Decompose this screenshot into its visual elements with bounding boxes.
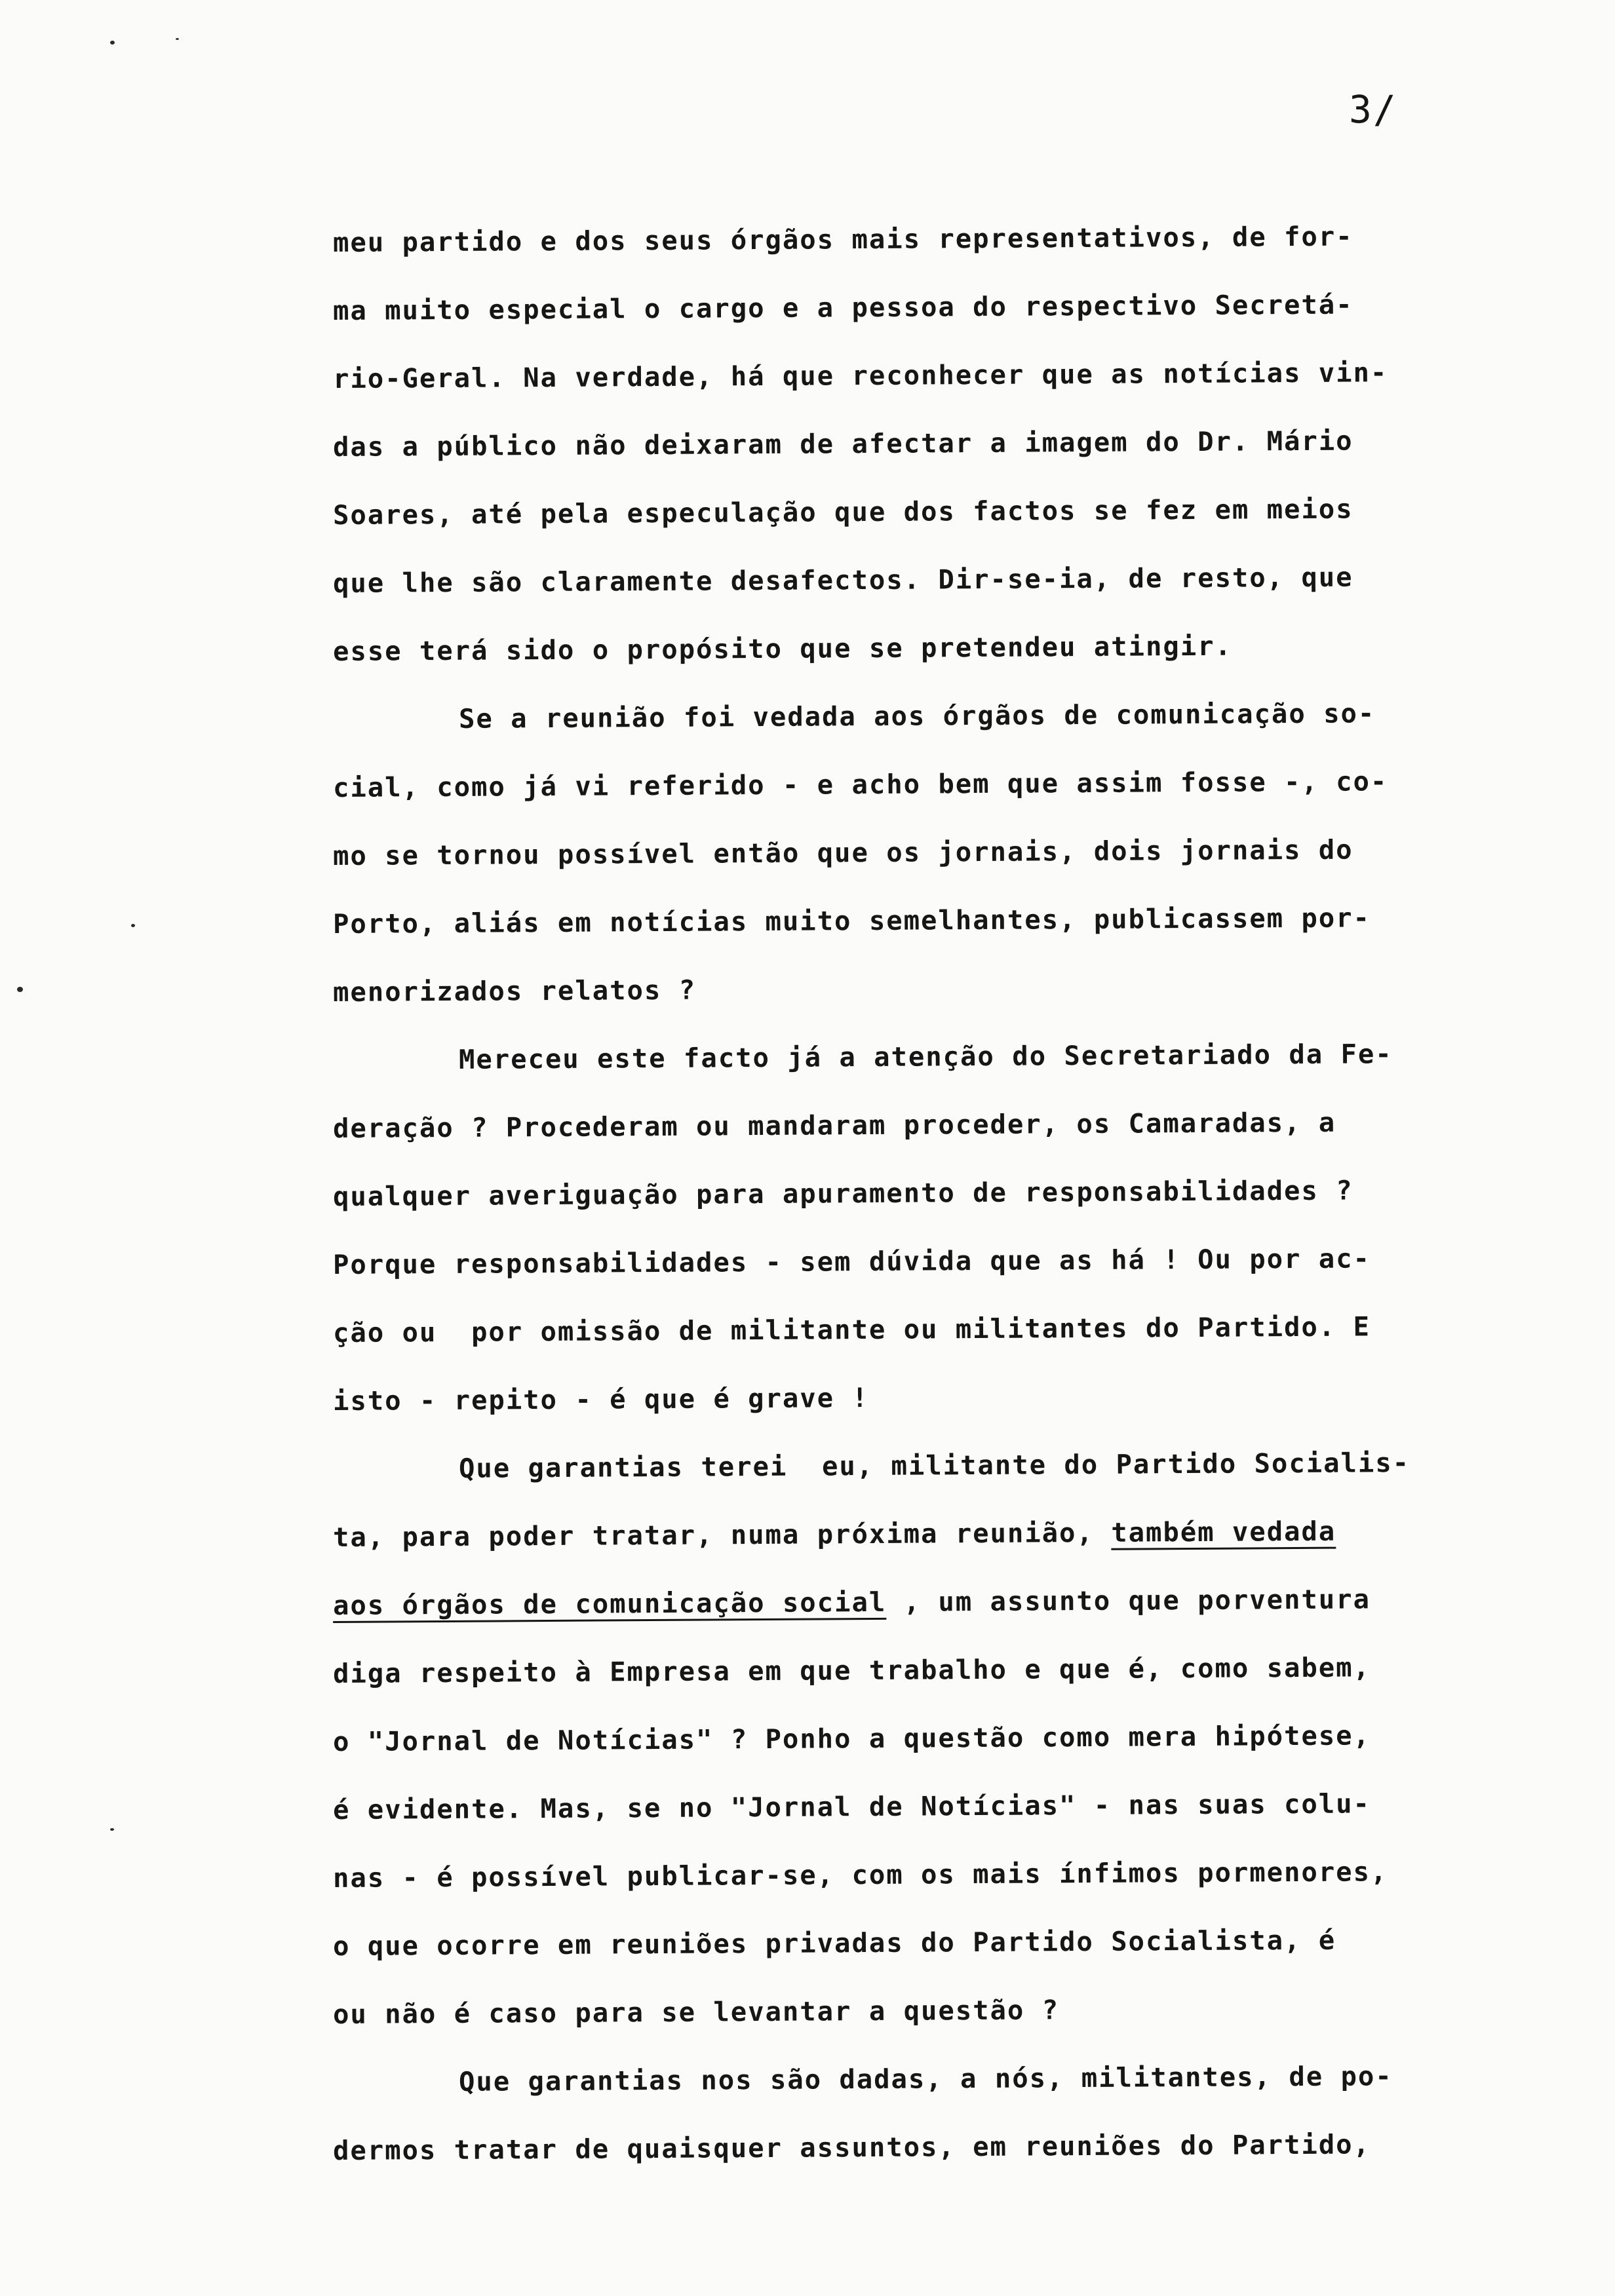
text-line bbox=[333, 1155, 1553, 1231]
text-line bbox=[333, 1837, 1553, 1912]
text-line bbox=[333, 1973, 1553, 2048]
text-line bbox=[333, 474, 1553, 549]
text-segment: Porto, aliás em notícias muito semelhantes, publicassem por- bbox=[332, 902, 1371, 940]
page-number: 3/ bbox=[1349, 87, 1397, 132]
text-segment: que lhe são claramente desafectos. Dir-se-ia, de resto, que bbox=[332, 561, 1353, 599]
text-line bbox=[333, 1769, 1553, 1844]
scan-speck bbox=[17, 987, 23, 992]
text-segment: rio-Geral. Na verdade, há que reconhecer que as notícias vin- bbox=[332, 356, 1388, 394]
text-segment: Mereceu este facto já a atenção do Secretariado da Fe- bbox=[458, 1038, 1393, 1075]
text-segment: deração ? Procederam ou mandaram proceder, os Camaradas, a bbox=[332, 1106, 1336, 1144]
text-segment: ta, para poder tratar, numa próxima reunião, bbox=[332, 1516, 1112, 1553]
text-line bbox=[333, 269, 1553, 345]
underlined-phrase: também vedada bbox=[1111, 1515, 1336, 1548]
text-line bbox=[333, 2041, 1553, 2116]
underlined-phrase: aos órgãos de comunicação social bbox=[332, 1586, 887, 1621]
scan-speck bbox=[110, 41, 115, 45]
text-line bbox=[333, 201, 1553, 277]
text-segment: ma muito especial o cargo e a pessoa do respectivo Secretá- bbox=[332, 288, 1353, 326]
text-segment: ção ou por omissão de militante ou militantes do Partido. E bbox=[332, 1311, 1371, 1349]
text-line bbox=[333, 1087, 1553, 1162]
paragraph bbox=[333, 1026, 1552, 1435]
paragraph bbox=[333, 685, 1552, 1026]
text-segment: menorizados relatos ? bbox=[332, 974, 697, 1008]
text-line bbox=[333, 1292, 1553, 1367]
scan-speck bbox=[131, 924, 135, 927]
text-segment: cial, como já vi referido - e acho bem que assim fosse -, co- bbox=[332, 765, 1388, 803]
text-segment: dermos tratar de quaisquer assuntos, em reuniões do Partido, bbox=[332, 2128, 1371, 2166]
text-line bbox=[333, 337, 1553, 413]
text-segment: o "Jornal de Notícias" ? Ponho a questão como mera hipótese, bbox=[332, 1719, 1371, 1757]
text-line bbox=[333, 678, 1553, 754]
text-line bbox=[333, 883, 1553, 958]
text-line bbox=[333, 542, 1553, 617]
text-segment: Porque responsabilidades - sem dúvida que as há ! Ou por ac- bbox=[332, 1242, 1371, 1280]
text-line bbox=[333, 1632, 1553, 1708]
paragraph bbox=[333, 1435, 1552, 2048]
text-line bbox=[333, 610, 1553, 685]
scan-speck bbox=[110, 1828, 114, 1831]
text-line bbox=[333, 1223, 1553, 1299]
text-line bbox=[333, 746, 1553, 822]
text-segment: , um assunto que porventura bbox=[886, 1583, 1371, 1618]
text-segment: diga respeito à Empresa em que trabalho e que é, como sabem, bbox=[332, 1651, 1371, 1689]
text-line bbox=[333, 1905, 1553, 1980]
paragraph bbox=[333, 208, 1552, 685]
text-segment: meu partido e dos seus órgãos mais representativos, de for- bbox=[332, 220, 1353, 258]
text-segment: isto - repito - é que é grave ! bbox=[332, 1382, 870, 1417]
text-segment: esse terá sido o propósito que se pretendeu atingir. bbox=[332, 630, 1233, 667]
text-segment: Se a reunião foi vedada aos órgãos de comunicação so- bbox=[458, 697, 1376, 735]
text-line bbox=[333, 1019, 1553, 1094]
text-segment: é evidente. Mas, se no "Jornal de Notícias" - nas suas colu- bbox=[332, 1788, 1371, 1826]
text-line bbox=[333, 814, 1553, 890]
text-segment: ou não é caso para se levantar a questão ? bbox=[332, 1994, 1060, 2030]
text-segment: o que ocorre em reuniões privadas do Partido Socialista, é bbox=[332, 1924, 1336, 1962]
text-segment: Que garantias nos são dadas, a nós, militantes, de po- bbox=[458, 2060, 1393, 2097]
text-segment: das a público não deixaram de afectar a imagem do Dr. Mário bbox=[332, 425, 1353, 463]
text-segment: mo se tornou possível então que os jornais, dois jornais do bbox=[332, 833, 1353, 871]
text-line bbox=[333, 1360, 1553, 1435]
text-line bbox=[333, 1700, 1553, 1776]
text-segment: Que garantias terei eu, militante do Partido Socialis- bbox=[458, 1446, 1411, 1484]
text-line bbox=[333, 406, 1553, 481]
body-text bbox=[333, 208, 1552, 2185]
text-line bbox=[333, 951, 1553, 1026]
text-segment: qualquer averiguação para apuramento de responsabilidades ? bbox=[332, 1174, 1353, 1212]
text-line bbox=[333, 1428, 1553, 1503]
text-line bbox=[333, 2109, 1553, 2185]
text-line bbox=[333, 1496, 1553, 1571]
text-segment: Soares, até pela especulação que dos factos se fez em meios bbox=[332, 493, 1353, 531]
scan-speck bbox=[176, 38, 179, 40]
paragraph bbox=[333, 2048, 1552, 2185]
text-line bbox=[333, 1564, 1553, 1639]
text-segment: nas - é possível publicar-se, com os mais ínfimos pormenores, bbox=[332, 1856, 1388, 1894]
